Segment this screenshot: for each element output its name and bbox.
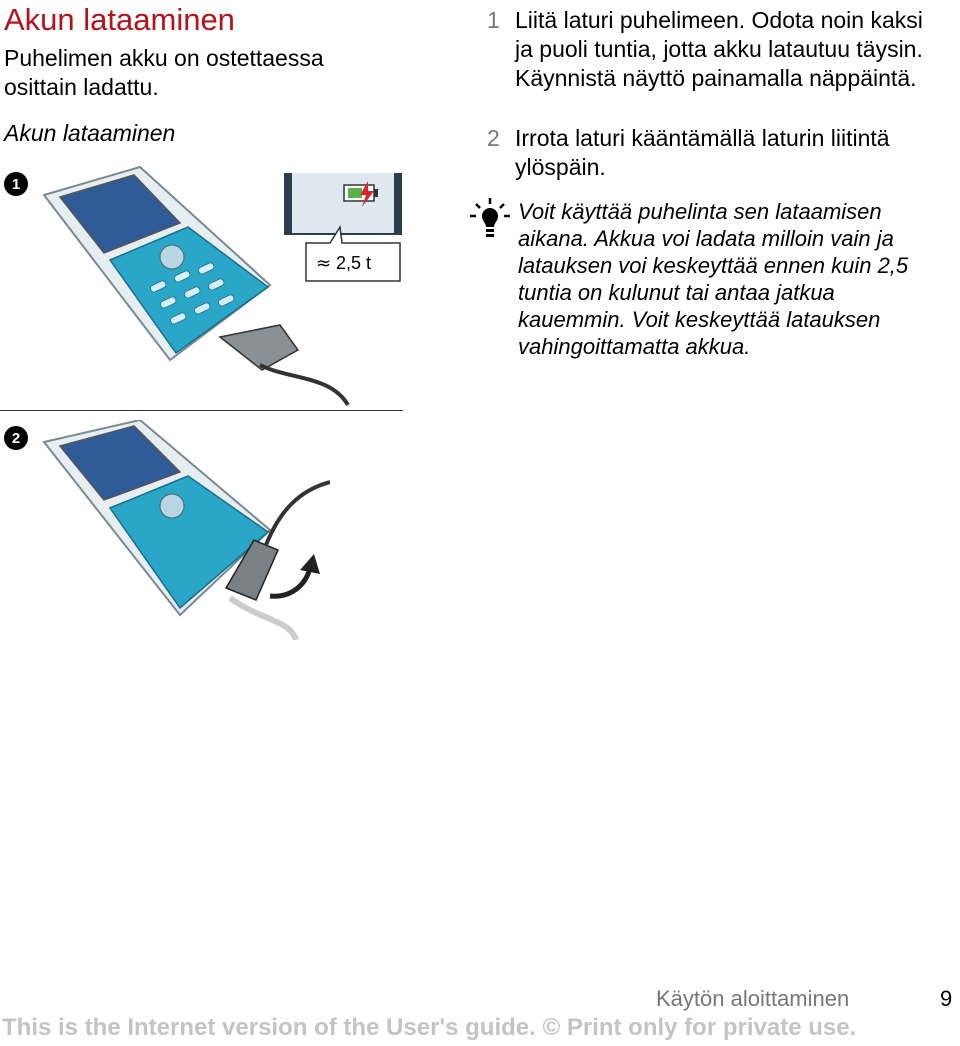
intro-text: Puhelimen akku on ostettaessa osittain ladattu. (4, 45, 324, 100)
figure-badge-2: 2 (4, 426, 28, 450)
step-number: 2 (487, 125, 500, 151)
copyright-notice: This is the Internet version of the User's guide. © Print only for private use. (2, 1014, 857, 1041)
time-callout (306, 227, 400, 281)
page-number: 9 (940, 986, 953, 1011)
subheading: Akun lataaminen (4, 120, 176, 146)
figure-badge-1: 1 (4, 172, 28, 196)
step-text: Liitä laturi puhelimeen. Odota noin kaksi ja puoli tuntia, jotta akku latautuu täysin. Käynnistä näyttö painamalla näppäintä. (515, 7, 923, 91)
step-number: 1 (487, 7, 500, 33)
phone-unplug-illustration (30, 420, 330, 640)
tip-text: Voit käyttää puhelinta sen lataamisen aikana. Akkua voi ladata milloin vain ja latauksen voi keskeyttää ennen kuin 2,5 tuntia on kulunut tai antaa jatkua kauemmin. Voit keskeyttää latauksen vahingoittamatta akkua. (518, 199, 909, 359)
step-1 (487, 6, 947, 93)
footer-section-name: Käytön aloittaminen (656, 986, 850, 1011)
phone-illustration (44, 167, 270, 360)
phone-charging-illustration (30, 165, 410, 410)
page-title: Akun lataaminen (4, 2, 235, 37)
section-divider (0, 410, 403, 411)
battery-screen-inset (284, 173, 402, 235)
svg-text:≈: ≈ (316, 253, 332, 274)
lightbulb-icon (468, 196, 512, 240)
step-2 (487, 124, 947, 182)
time-label: 2,5 t (336, 253, 372, 273)
rotate-arrow-icon (270, 554, 320, 596)
charger-plug-illustration (220, 325, 348, 405)
step-text: Irrota laturi kääntämällä laturin liitintä ylöspäin. (515, 125, 890, 180)
